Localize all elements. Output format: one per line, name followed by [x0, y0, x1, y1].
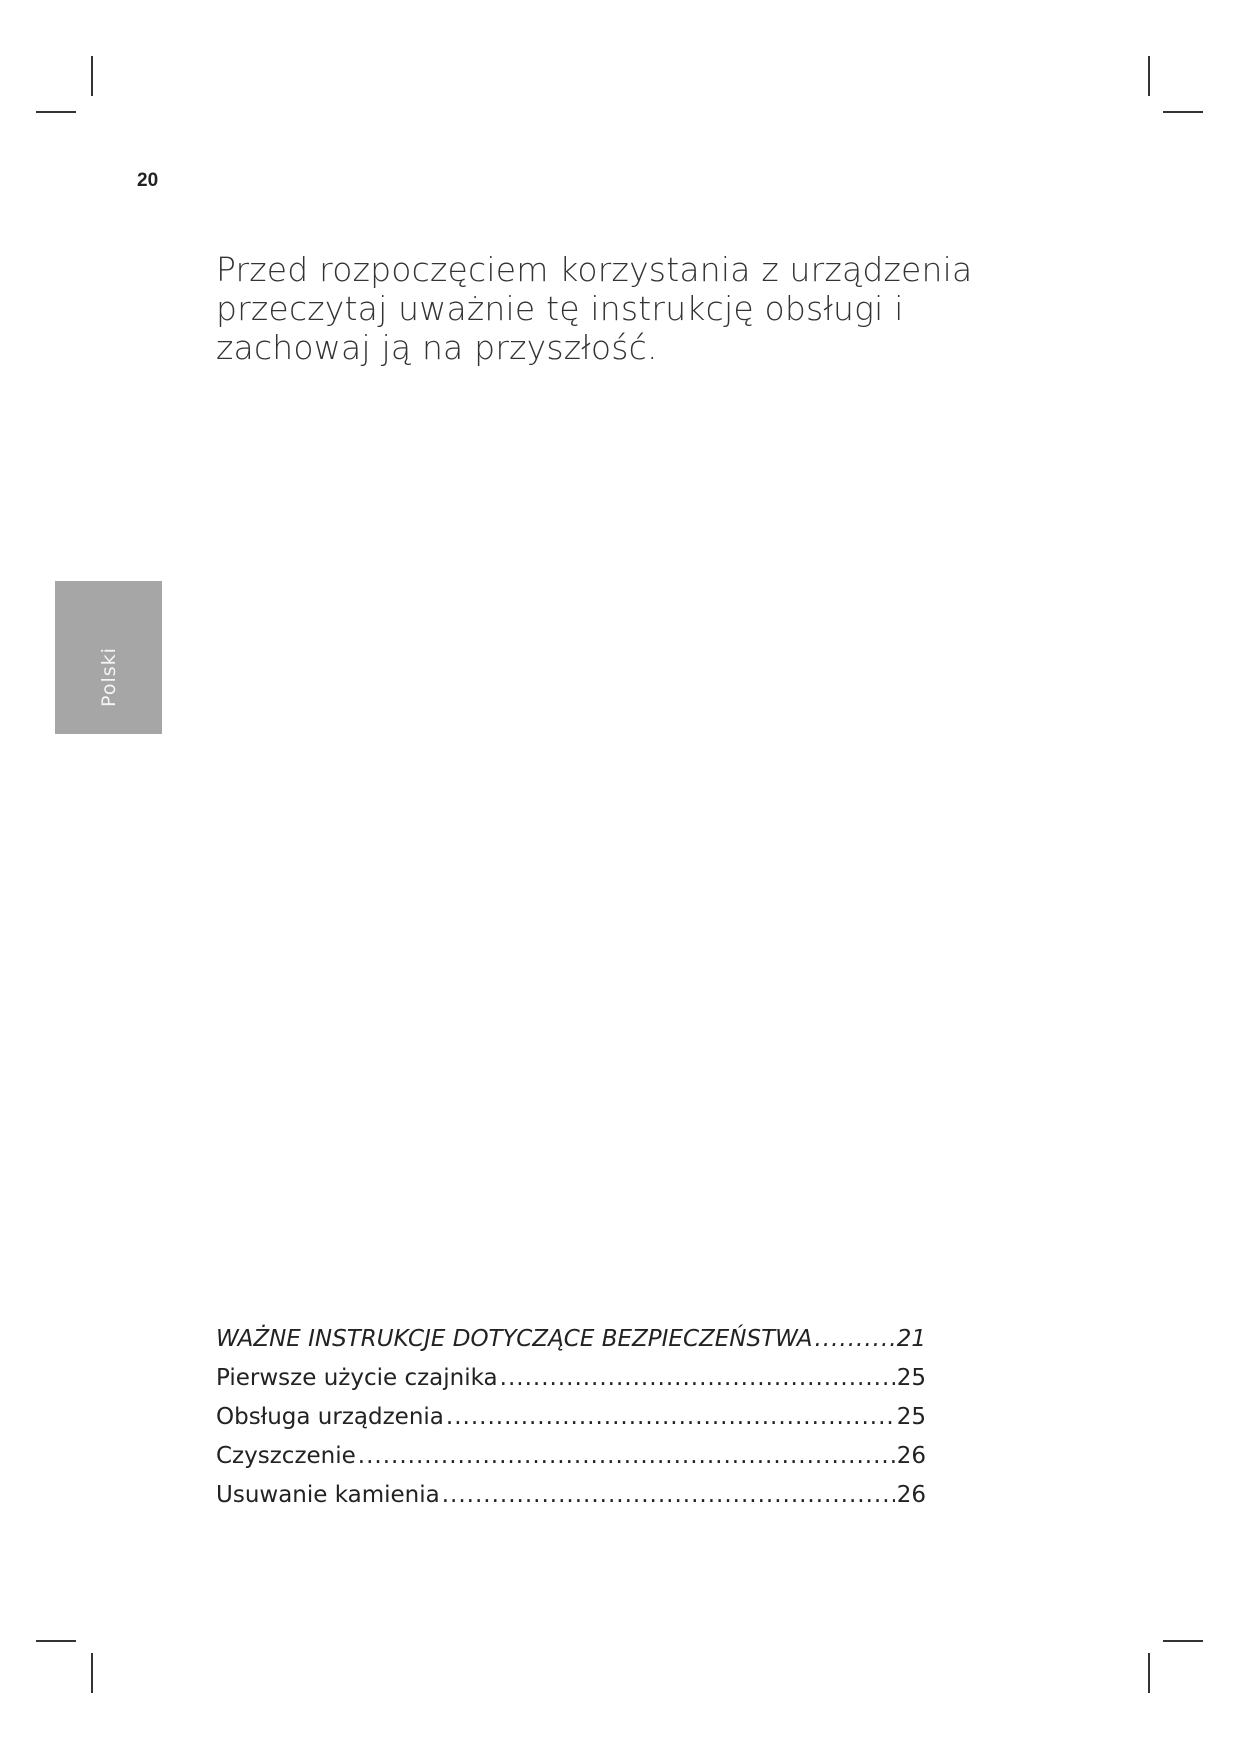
- toc-entry-page: 25: [896, 1404, 926, 1430]
- crop-mark-top-left-horizontal: [36, 111, 76, 113]
- intro-line: zachowaj ją na przyszłość.: [216, 328, 658, 367]
- toc-entry[interactable]: [216, 1476, 926, 1515]
- toc-entry-title: Obsługa urządzenia: [216, 1404, 444, 1430]
- page-number: 20: [137, 170, 159, 191]
- intro-line: przeczytaj uważnie tę instrukcję obsługi i: [216, 289, 904, 328]
- crop-mark-bottom-left-horizontal: [36, 1640, 76, 1642]
- toc-entry-page: 26: [896, 1482, 926, 1508]
- language-tab-label: Polski: [97, 647, 120, 707]
- toc-leader-dots: [358, 1437, 895, 1476]
- toc-leader-dots: [442, 1476, 895, 1515]
- crop-mark-bottom-right-horizontal: [1163, 1640, 1203, 1642]
- toc-entry-title: Usuwanie kamienia: [216, 1482, 440, 1508]
- crop-mark-top-left-vertical: [91, 56, 93, 96]
- language-tab: [55, 581, 162, 734]
- toc-leader-dots: [814, 1320, 894, 1359]
- toc-entry-page: 21: [896, 1326, 926, 1352]
- crop-mark-top-right-vertical: [1148, 56, 1150, 96]
- toc-entry-title: WAŻNE INSTRUKCJE DOTYCZĄCE BEZPIECZEŃSTWA: [216, 1326, 813, 1352]
- toc-leader-dots: [446, 1398, 895, 1437]
- toc-entry[interactable]: [216, 1437, 926, 1476]
- toc-entry[interactable]: [216, 1359, 926, 1398]
- toc-leader-dots: [500, 1359, 895, 1398]
- crop-mark-top-right-horizontal: [1163, 111, 1203, 113]
- crop-mark-bottom-right-vertical: [1148, 1653, 1150, 1693]
- toc-entry[interactable]: [216, 1398, 926, 1437]
- table-of-contents: [216, 1320, 926, 1515]
- toc-entry-title: Czyszczenie: [216, 1443, 356, 1469]
- crop-mark-bottom-left-vertical: [91, 1653, 93, 1693]
- toc-entry-page: 26: [896, 1443, 926, 1469]
- intro-line: Przed rozpoczęciem korzystania z urządzenia: [216, 250, 973, 289]
- toc-entry-title: Pierwsze użycie czajnika: [216, 1365, 498, 1391]
- toc-entry-page: 25: [896, 1365, 926, 1391]
- intro-text: [216, 250, 1016, 367]
- toc-entry[interactable]: [216, 1320, 926, 1359]
